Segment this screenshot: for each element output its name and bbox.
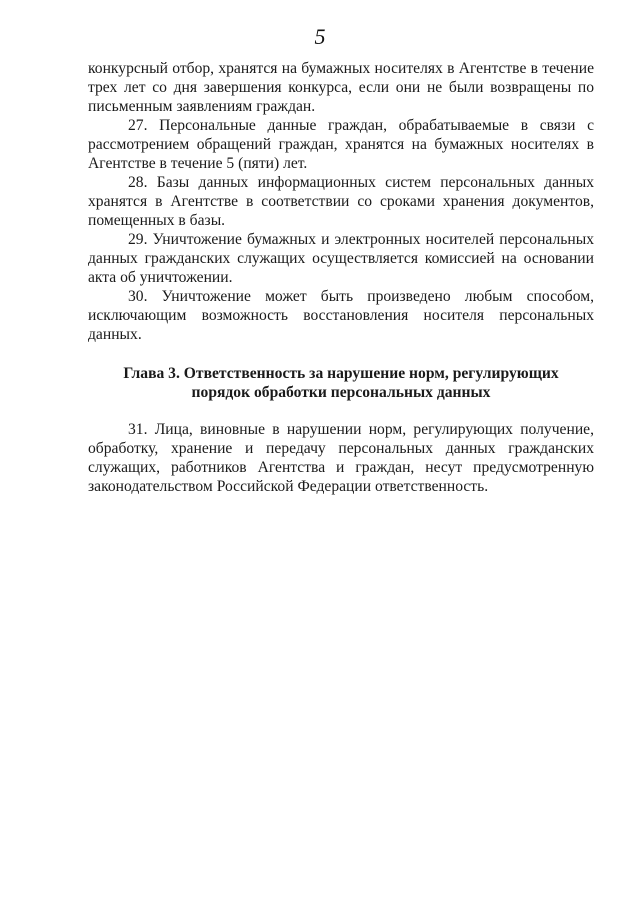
paragraph-27: 27. Персональные данные граждан, обрабатываемые в связи с рассмотрением обращений граждан, хранятся на бумажных носителях в Агентстве в течение 5 (пяти) лет. — [88, 117, 594, 172]
chapter-heading-line-1: Глава 3. Ответственность за нарушение норм, регулирующих — [123, 365, 559, 382]
chapter-3-heading — [88, 364, 594, 402]
paragraph-28: 28. Базы данных информационных систем персональных данных хранятся в Агентстве в соответствии со сроками хранения документов, помещенных в базы. — [88, 174, 594, 229]
paragraph-continuation: конкурсный отбор, хранятся на бумажных носителях в Агентстве в течение трех лет со дня завершения конкурса, если они не были возвращены по письменным заявлениям граждан. — [88, 60, 594, 115]
paragraph-30: 30. Уничтожение может быть произведено любым способом, исключающим возможность восстановления носителя персональных данных. — [88, 288, 594, 343]
document-body — [88, 59, 594, 496]
page-number: 5 — [314, 24, 326, 49]
paragraph-29: 29. Уничтожение бумажных и электронных носителей персональных данных гражданских служащих осуществляется комиссией на основании акта об уничтожении. — [88, 231, 594, 286]
chapter-heading-line-2: порядок обработки персональных данных — [191, 384, 491, 401]
paragraph-31: 31. Лица, виновные в нарушении норм, регулирующих получение, обработку, хранение и передачу персональных данных гражданских служащих, работников Агентства и граждан, несут предусмотренную законодательством Российской Федерации ответственность. — [88, 421, 594, 495]
